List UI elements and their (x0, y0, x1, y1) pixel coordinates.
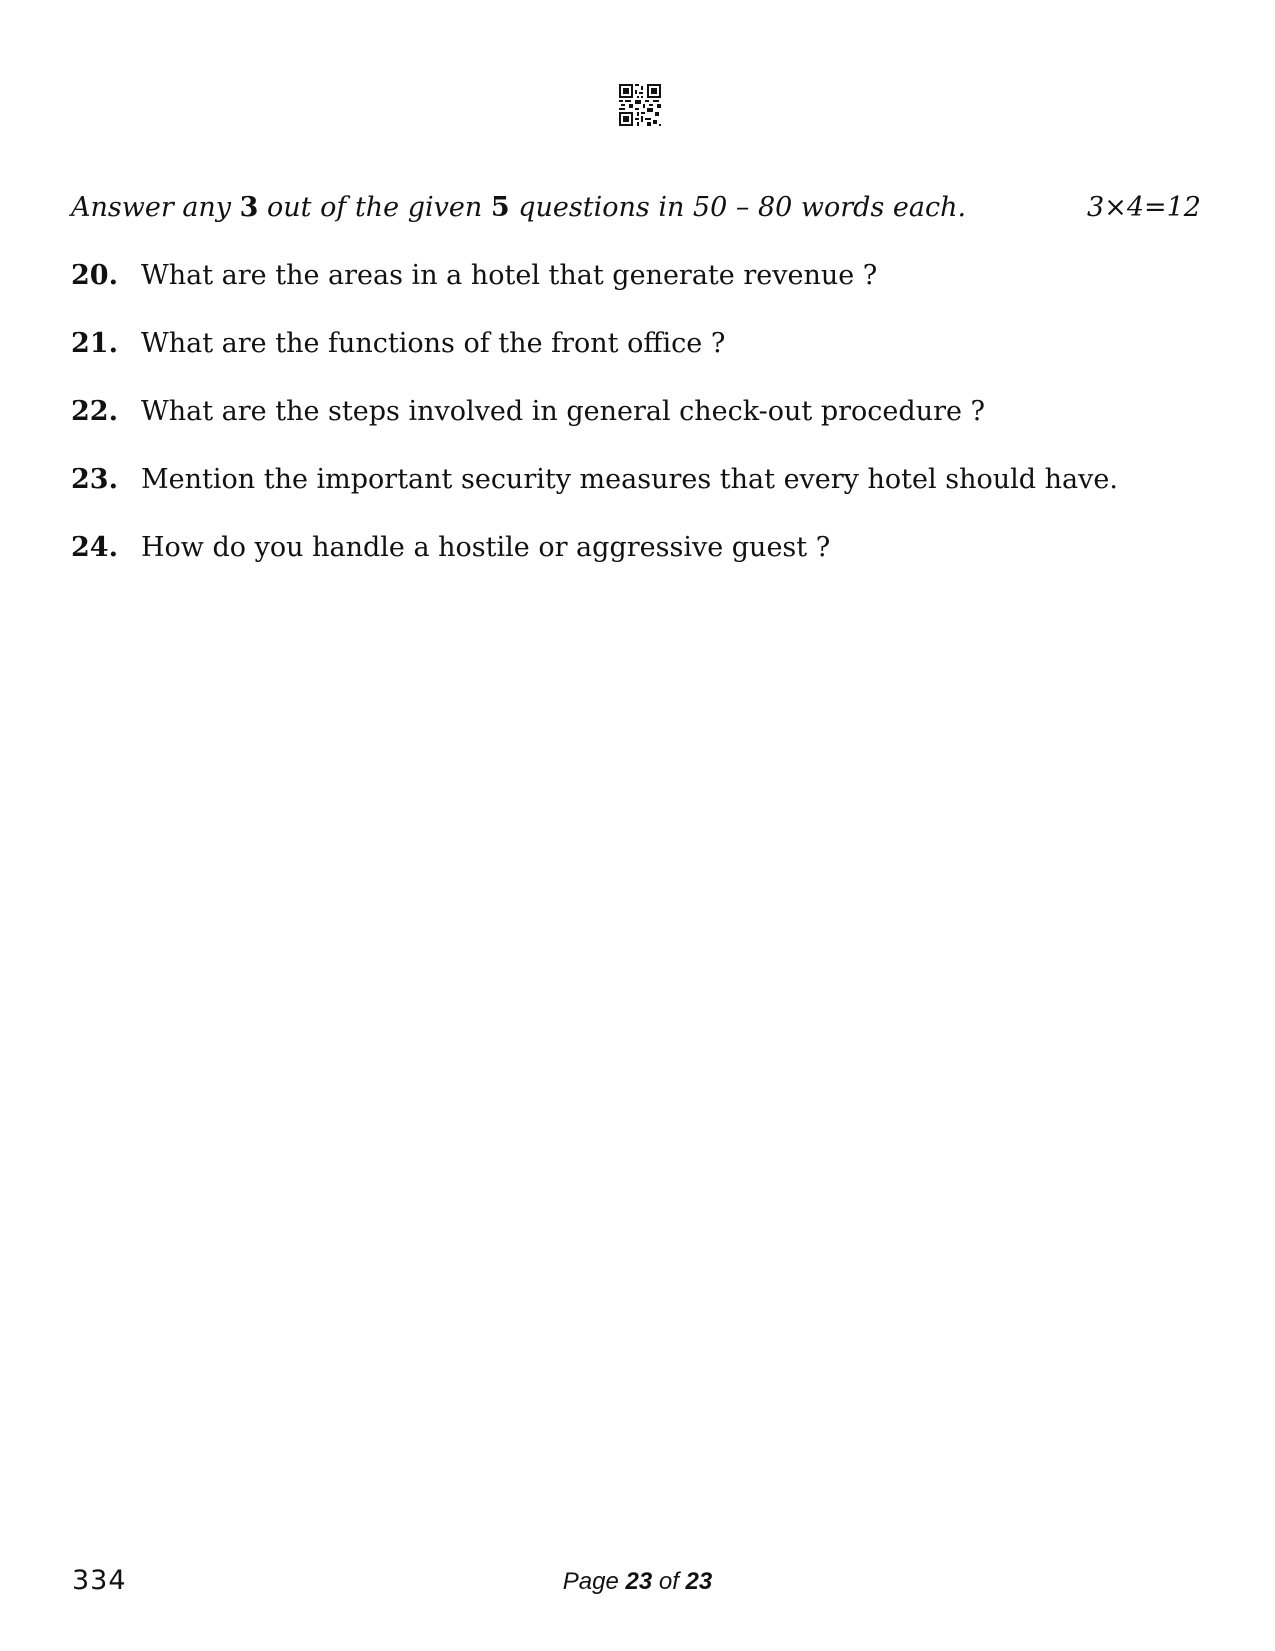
question-text: Mention the important security measures that every hotel should have. (141, 464, 1118, 495)
question-text: How do you handle a hostile or aggressive guest ? (141, 532, 831, 563)
total-count: 5 (490, 192, 510, 223)
page-indicator: Page 23 of 23 (562, 1568, 713, 1595)
question-text: What are the functions of the front office ? (141, 328, 726, 359)
answer-count: 3 (239, 192, 259, 223)
question-item (71, 464, 1201, 500)
question-item (71, 260, 1201, 296)
section-instruction (71, 192, 1201, 228)
marks-allocation: 3×4=12 (1087, 192, 1201, 223)
qr-code-icon (619, 84, 661, 126)
total-pages: 23 (685, 1568, 713, 1595)
instruction-text: Answer any 3 out of the given 5 questions in 50 – 80 words each. (71, 192, 967, 223)
question-number: 20. (71, 260, 118, 291)
question-item (71, 396, 1201, 432)
question-number: 23. (71, 464, 118, 495)
question-number: 24. (71, 532, 118, 563)
question-text: What are the steps involved in general check-out procedure ? (141, 396, 986, 427)
question-text: What are the areas in a hotel that generate revenue ? (141, 260, 878, 291)
current-page: 23 (625, 1568, 653, 1595)
paper-code: 334 (72, 1565, 127, 1596)
question-item (71, 532, 1201, 568)
question-number: 22. (71, 396, 118, 427)
question-item (71, 328, 1201, 364)
question-number: 21. (71, 328, 118, 359)
